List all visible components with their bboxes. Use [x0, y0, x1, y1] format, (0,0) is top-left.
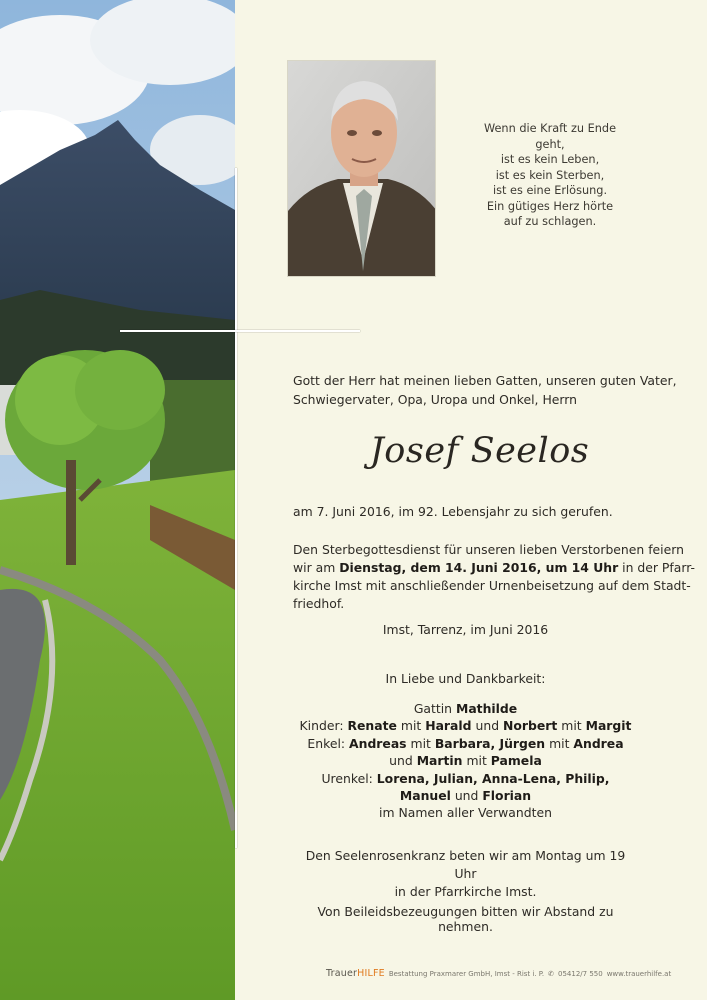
brand-name: TrauerHILFE	[326, 968, 385, 979]
family-row-relatives: im Namen aller Verwandten	[379, 805, 552, 821]
rosary-text	[293, 847, 638, 901]
death-date-text: am 7. Juni 2016, im 92. Lebensjahr zu sich gerufen.	[293, 504, 613, 519]
family-row-urenkel: Urenkel: Lorena, Julian, Anna-Lena, Philip,	[321, 770, 610, 786]
intro-line: Schwiegervater, Opa, Uropa und Onkel, Herrn	[293, 392, 577, 407]
family-row-kinder: Kinder: Renate mit Harald und Norbert mit Margit	[299, 718, 632, 734]
cross-vertical-line	[235, 168, 237, 848]
company-website[interactable]: www.trauerhilfe.at	[606, 969, 672, 978]
rosary-line: in der Pfarrkirche Imst.	[394, 884, 537, 899]
thanks-heading: In Liebe und Dankbarkeit:	[385, 671, 546, 686]
poem-line: ist es eine Erlösung.	[492, 184, 608, 197]
cross-horizontal-line	[120, 330, 360, 332]
family-row-enkel: Enkel: Andreas mit Barbara, Jürgen mit Andrea	[307, 735, 624, 751]
service-line: Den Sterbegottesdienst für unseren lieben Verstorbenen feiern	[293, 542, 684, 557]
poem	[470, 121, 630, 230]
family-row-gattin: Gattin Mathilde	[413, 701, 518, 716]
place-date: Imst, Tarrenz, im Juni 2016	[382, 622, 549, 637]
company-phone: 05412/7 550	[558, 969, 603, 978]
poem-line: auf zu schlagen.	[503, 215, 597, 228]
service-date: Dienstag, dem 14. Juni 2016, um 14 Uhr	[339, 560, 619, 575]
funeral-service-text	[293, 541, 696, 613]
phone-icon: ✆	[548, 969, 555, 978]
poem-line: Ein gütiges Herz hörte	[486, 199, 614, 213]
condolences-note: Von Beileidsbezeugungen bitten wir Abstand zu nehmen.	[317, 904, 614, 934]
family-row-enkel-cont: und Martin mit Pamela	[389, 753, 542, 769]
portrait-photo	[287, 60, 436, 277]
deceased-name: Josef Seelos	[369, 431, 590, 471]
footer	[322, 968, 672, 979]
company-name: Bestattung Praxmarer GmbH, Imst - Rist i. P.	[388, 969, 545, 978]
intro-text	[293, 371, 677, 409]
landscape-photo	[0, 0, 235, 1000]
rosary-line: Den Seelenrosenkranz beten wir am Montag um 19 Uhr	[305, 848, 626, 881]
family-list	[293, 700, 638, 822]
intro-line: Gott der Herr hat meinen lieben Gatten, unseren guten Vater,	[293, 373, 677, 388]
service-line: kirche Imst mit anschließender Urnenbeisetzung auf dem Stadt-	[293, 578, 691, 593]
family-row-urenkel-cont: Manuel und Florian	[399, 788, 532, 804]
service-line: wir am Dienstag, dem 14. Juni 2016, um 14 Uhr in der Pfarr-	[293, 560, 696, 575]
poem-line: ist es kein Leben,	[500, 153, 600, 166]
service-line: friedhof.	[293, 596, 345, 611]
poem-line: Wenn die Kraft zu Ende geht,	[483, 122, 617, 151]
poem-line: ist es kein Sterben,	[495, 168, 605, 182]
